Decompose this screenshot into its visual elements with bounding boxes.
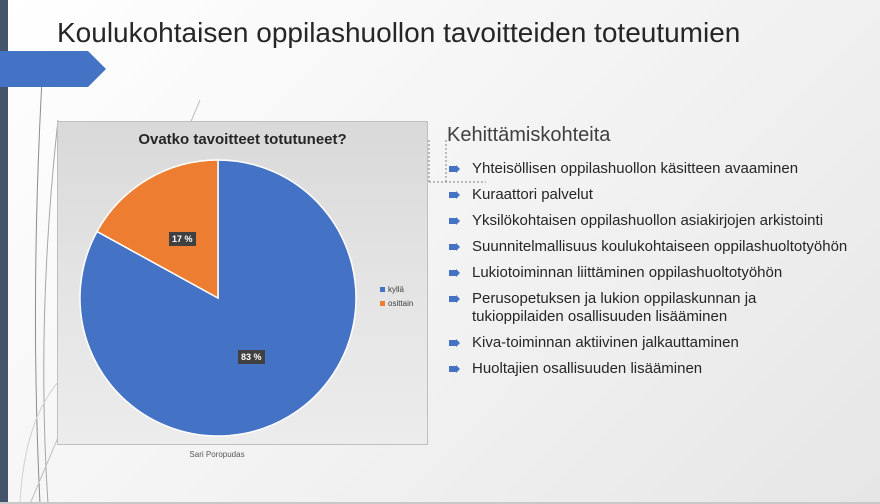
list-item-text: Huoltajien osallisuuden lisääminen (472, 360, 703, 377)
arrow-right-icon (449, 243, 460, 251)
list-item-text: Kiva-toiminnan aktiivinen jalkauttaminen (472, 334, 739, 351)
slide-title: Koulukohtaisen oppilashuollon tavoitteiden toteutumien (57, 17, 741, 48)
list-item-text: Suunnitelmallisuus koulukohtaiseen oppilashuoltotyöhön (472, 238, 848, 255)
legend-label-kylla: kyllä (388, 284, 405, 294)
legend-label-osittain: osittain (388, 298, 414, 308)
list-item-text: Lukiotoiminnan liittäminen oppilashuoltotyöhön (472, 264, 783, 281)
title-arrow-shape (0, 51, 106, 87)
list-item (448, 238, 848, 256)
improvements-list (448, 160, 848, 386)
list-item (448, 334, 848, 352)
arrow-right-icon (449, 165, 460, 173)
list-item-text: Yhteisöllisen oppilashuollon käsitteen avaaminen (472, 160, 799, 177)
list-item (448, 290, 848, 326)
chart-title: Ovatko tavoitteet totutuneet? (138, 131, 347, 148)
data-label-kylla: 83 % (238, 350, 265, 364)
list-item-text: Perusopetuksen ja lukion oppilaskunnan ja tukioppilaiden osallisuuden lisääminen (472, 290, 757, 325)
list-item (448, 360, 848, 378)
legend-swatch-osittain (380, 301, 385, 306)
pie-chart[interactable] (57, 121, 428, 445)
chart-legend (380, 282, 413, 310)
pie-plot-area (58, 122, 427, 444)
arrow-right-icon (449, 295, 460, 303)
chart-footer-author: Sari Poropudas (189, 450, 245, 459)
list-item-text: Yksilökohtaisen oppilashuollon asiakirjojen arkistointi (472, 212, 824, 229)
arrow-right-icon (449, 339, 460, 347)
arrow-right-icon (449, 217, 460, 225)
list-item (448, 212, 848, 230)
arrow-right-icon (449, 365, 460, 373)
improvements-heading: Kehittämiskohteita (447, 124, 611, 146)
data-label-osittain: 17 % (169, 232, 196, 246)
legend-item-osittain (380, 296, 413, 310)
legend-item-kylla (380, 282, 413, 296)
list-item (448, 264, 848, 282)
legend-swatch-kylla (380, 287, 385, 292)
list-item (448, 186, 848, 204)
list-item (448, 160, 848, 178)
arrow-right-icon (449, 191, 460, 199)
list-item-text: Kuraattori palvelut (472, 186, 593, 203)
arrow-right-icon (449, 269, 460, 277)
